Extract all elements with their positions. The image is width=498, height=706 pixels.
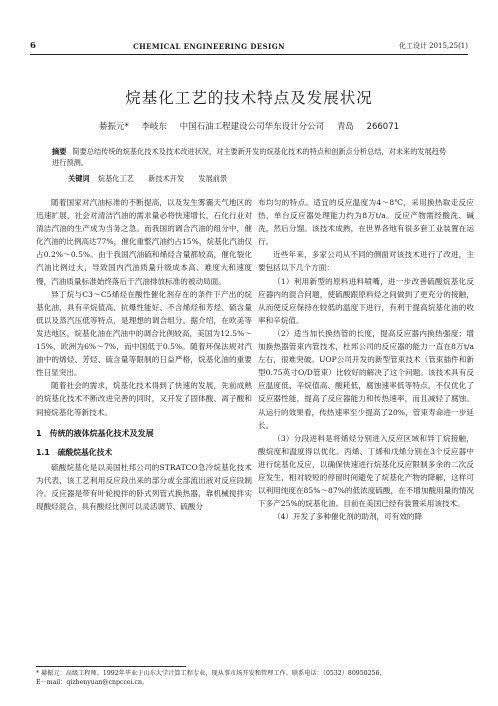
abstract [52, 146, 448, 168]
journal-name: CHEMICAL ENGINEERING DESIGN [133, 42, 285, 51]
body-paragraph: 随着社会的需求，烷基化技术得到了快速的发展，先前成熟的烷基化技术不断改进完善的同时，又开发了固体酸、离子酸和间接烷基化等新技术。 [36, 381, 252, 417]
footnote-line: * 綦振元：高级工程师。1992年毕业于山东大学计算工程专业，现从事市场开发和管理工作。联系电话：（0532）80950256， [36, 670, 386, 677]
left-column [36, 196, 252, 513]
author-line [0, 120, 498, 132]
body-paragraph: （4）开发了多种催化剂的助剂，可有效的降 [273, 512, 423, 522]
article-title: 烷基化工艺的技术特点及发展状况 [125, 89, 373, 107]
body-paragraph: （2）适当加长换热管的长度，提高反应器内换热强度；增加换热器管束内管技术，杜邦公司的反应器的能力一直在8万t/a左右，很难突破。UOP公司开发的新型管束技术（管束插件和新型0.75英寸O/D管束）比较好的解决了这个问题。该技术具有反应温度低、辛烷值高、酸耗低，腐蚀速率低等特点，不仅优化了反应器性能，提高了反应器能力和传热速率，而且减轻了腐蚀。从运行的效果看，传热速率至少提高了20%，管束寿命进一步延长。 [258, 328, 474, 430]
footnote-line: E－mail：qizhenyuan@cnpccei.cn。 [36, 679, 149, 686]
running-header [30, 37, 468, 51]
author-postcode: 266071 [366, 122, 400, 132]
header-rule [30, 54, 468, 55]
author-footnote [36, 669, 468, 687]
abstract-label: 摘要 [52, 147, 67, 156]
journal-issue: 化工设计 2015,25(1) [398, 42, 468, 50]
author-city: 青岛 [336, 122, 354, 132]
body-paragraph: 硫酸烷基化是以美国杜邦公司的STRATCO急冷烷基化技术为代表，该工艺利用反应段出来的部分或全部流出液对反应段制冷。反应器是带有叶轮搅拌的卧式列管式换热器，靠机械搅拌实现酸烃混合，具有酸烃比例可以灵活调节、硫酸分 [36, 462, 252, 512]
footnote-rule [36, 666, 186, 667]
body-paragraph: （3）分段进料是将烯烃分别进入反应区域和异丁烷接触，酸烷度和温度得以优化。丙烯、丁烯和戊烯分别在3个反应器中进行烷基化反应，以确保快速进行烷基化反应限制多余的二次反应发生，相对较短的停留时间避免了烷基化产物的降解，这样可以利用纯度在85%～87%的低浓度硫酸，在不增加酸用量的情况下多产25%的烷基化油。目前在美国已经有装置采用该技术。 [258, 433, 475, 509]
keywords [68, 174, 448, 184]
keyword: 烷基化工艺 [97, 174, 134, 183]
body-paragraph: 布均匀的特点。适宜的反应温度为4～8℃，采用换热取走反应热，单台反应器处理能力约为8万t/a。反应产物需经酸洗、碱洗，然后分馏。该技术成熟，在世界各地有很多套工业装置在运行。 [258, 198, 474, 247]
body-paragraph: 异丁烷与C3～C5烯烃在酸性催化剂存在的条件下产出的烷基化油，具有辛烷值高、抗爆性能好、不含烯烃和芳烃、硫含量低以及蒸汽压低等特点，是理想的调合组分。据介绍，在欧美等发达地区，烷基化油在汽油中的调合比例较高，美国为12.5%～15%，欧洲为6%～7%，而中国低于0.5%。随着环保法规对汽油中的烯烃、芳烃、硫含量等限制的日益严格，烷基化油的重要性日显突出。 [36, 289, 252, 378]
keyword: 新技术开发 [148, 174, 185, 183]
author-name: 李岐东 [141, 122, 167, 132]
author-affiliation: 中国石油工程建设公司华东设计分公司 [179, 122, 325, 132]
body-paragraph: 随着国家对汽油标准的不断提高，以及发生雾霾天气地区的迅速扩展，社会对清洁汽油的需求量必将快速增长，石化行业对清洁汽油的生产成为当务之急。而我国的调合汽油的组分中，催化汽油的比例高达77%，催化重整汽油约占15%，烷基化汽油仅占0.2%～0.5%。由于我国汽油硫和烯烃含量都较高，催化裂化汽油比例过大，导致国内汽油质量升级成本高、难度大和速度慢，汽油质量标准始终落后于汽油排放标准的被动局面。 [36, 198, 253, 286]
keywords-label: 关键词 [68, 174, 90, 183]
body-paragraph: （1）利用新型的原料进料喷嘴，进一步改善硫酸烷基化反应器内的混合问题，使硫酸跟原料烃之间做到了更充分的接触，从而使反应保持在较低的温度下进行，有利于提高烷基化油的收率和辛烷值。 [258, 276, 474, 325]
keyword: 发展前景 [198, 174, 228, 183]
right-column [258, 196, 474, 523]
body-paragraph: 近些年来，多家公司从不同的侧面对该技术进行了改进，主要包括以下几个方面： [258, 250, 474, 273]
page-number: 6 [30, 41, 36, 51]
subsection-heading: 1.1 硫酸烷基化技术 [36, 447, 113, 457]
author-name: 綦振元* [98, 122, 129, 132]
section-heading: 1 传统的液体烷基化技术及发展 [36, 428, 154, 438]
abstract-text: 简要总结传统的烷基化技术及技术改进状况，对主要新开发的烷基化技术的特点和创新点分析总结，对未来的发展趋势进行预测。 [52, 147, 447, 167]
